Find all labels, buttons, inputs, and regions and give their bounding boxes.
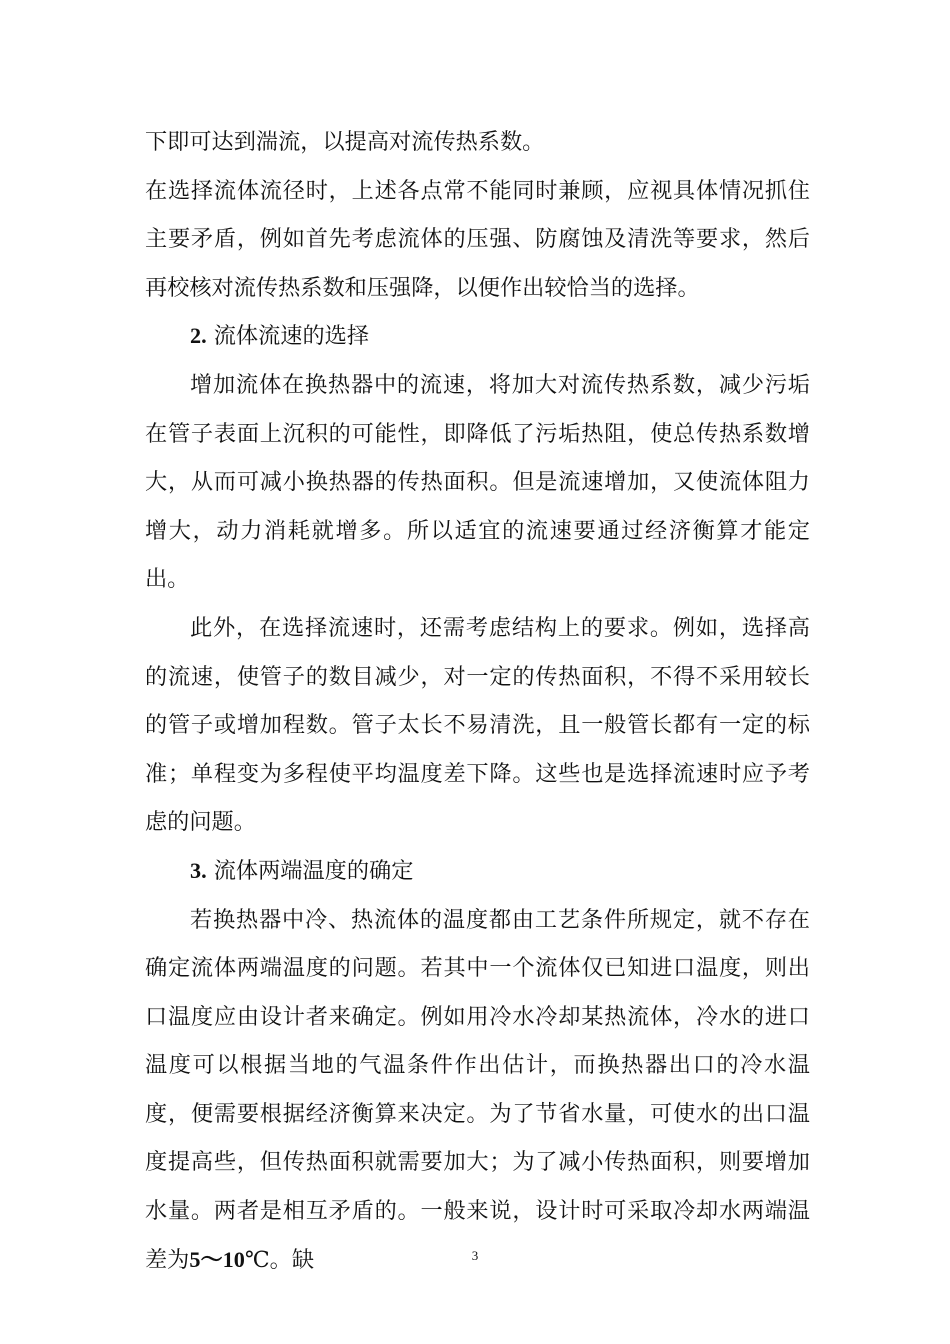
paragraph-tail: ℃。缺 (244, 1246, 315, 1273)
paragraph-flow-velocity: 增加流体在换热器中的流速，将加大对流传热系数，减少污垢在管子表面上沉积的可能性，即降低了污垢热阻，使总传热系数增大，从而可减小换热器的传热面积。但是流速增加，又使流体阻力增大，动力消耗就增多。所以适宜的流速要通过经济衡算才能定出。 (145, 371, 810, 593)
section-title: 流体流速的选择 (213, 323, 370, 350)
paragraph-text: 若换热器中冷、热流体的温度都由工艺条件所规定，就不存在确定流体两端温度的问题。若其中一个流体仅已知进口温度，则出口温度应由设计者来确定。例如用冷水冷却某热流体，冷水的进口温度可以根据当地的气温条件作出估计，而换热器出口的冷水温度，便需要根据经济衡算来决定。为了节省水量，可使水的出口温度提高些，但传热面积就需要加大；为了减小传热面积，则要增加水量。两者是相互矛盾的。一般来说，设计时可采取冷却水两端温差为 (145, 906, 810, 1273)
section-heading-3 (145, 847, 810, 896)
section-number: 3. (190, 857, 207, 883)
section-number: 2. (190, 323, 207, 349)
temperature-range: 5～10 (189, 1246, 245, 1272)
paragraph-flow-path-selection: 在选择流体流径时，上述各点常不能同时兼顾，应视具体情况抓住主要矛盾，例如首先考虑流体的压强、防腐蚀及清洗等要求，然后再校核对流传热系数和压强降，以便作出较恰当的选择。 (145, 177, 810, 301)
page-number: 3 (471, 1248, 479, 1263)
paragraph-continuation: 下即可达到湍流，以提高对流传热系数。 (145, 129, 545, 155)
paragraph-structure-requirements: 此外，在选择流速时，还需考虑结构上的要求。例如，选择高的流速，使管子的数目减少，对一定的传热面积，不得不采用较长的管子或增加程数。管子太长不易清洗，且一般管长都有一定的标准；单程变为多程使平均温度差下降。这些也是选择流速时应予考虑的问题。 (145, 614, 810, 836)
page-body (145, 118, 810, 1284)
section-heading-2 (145, 312, 810, 361)
section-title: 流体两端温度的确定 (213, 857, 414, 884)
paragraph-end-temperatures (145, 896, 810, 1285)
